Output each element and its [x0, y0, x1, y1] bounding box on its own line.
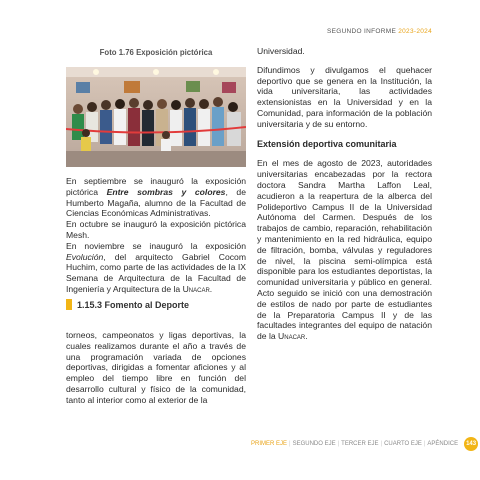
university-abbrev: Unacar: [278, 331, 306, 342]
text-fragment: En noviembre se inauguró la exposición: [66, 240, 246, 251]
paragraph-continuation: Universidad.: [257, 46, 305, 56]
paragraph-deporte: torneos, campeonatos y ligas deportivas, la cuales realizamos durante el año a través de una programación variada de opciones deportivas, dirigidas a fomentar aficiones y al empleo del tiempo libre en función del desarrollo cultural y físico de la comunidad, tanto al interior como al exterior de la: [66, 330, 246, 405]
footer-item-segundo-eje[interactable]: SEGUNDO EJE: [292, 441, 336, 447]
section-heading: [66, 299, 246, 310]
footer-separator: |: [289, 441, 291, 447]
header-label: SEGUNDO INFORME: [326, 28, 397, 35]
exhibit-title: Evolución: [66, 251, 104, 262]
footer-separator: |: [337, 441, 340, 447]
event-photo: [66, 67, 246, 167]
right-column-text: [257, 46, 432, 342]
text-fragment: .: [305, 331, 308, 342]
text-fragment: .: [209, 283, 213, 294]
exhibit-title: Entre sombras y colores: [106, 186, 226, 197]
running-header: [327, 28, 432, 35]
footer-nav: [251, 437, 478, 451]
footer-separator: |: [380, 441, 383, 447]
text-fragment: En septiembre se inauguró la exposición pictórica: [66, 176, 246, 197]
paragraph-november: [66, 241, 246, 295]
footer-item-cuarto-eje[interactable]: CUARTO EJE: [384, 441, 422, 447]
university-abbrev: Unacar: [182, 283, 210, 294]
section-title: 1.15.3 Fomento al Deporte: [77, 299, 190, 310]
left-bottom-text: [66, 330, 246, 406]
text-fragment: , del arquitecto Gabriel Cocom Huchim, como parte de las actividades de la IX Semana de Arquitectura de la Facultad de Ingeniería y Arquitectura de la: [66, 251, 246, 294]
paragraph-alberca: [257, 158, 432, 342]
left-column-text: [66, 176, 246, 295]
page-number-badge: 143: [464, 437, 478, 451]
header-year: 2023-2024: [398, 28, 432, 35]
footer-separator: |: [423, 441, 426, 447]
paragraph-october: En octubre se inauguró la exposición pictórica Mesh.: [66, 219, 246, 240]
paragraph-difusion: Difundimos y divulgamos el quehacer deportivo que se genera en la Institución, la vida universitaria, las actividades extensionistas en la Universidad y en la Comunidad, para información de la población universitaria y de su entorno.: [257, 64, 432, 129]
section-marker-icon: [66, 299, 72, 310]
text-fragment: En el mes de agosto de 2023, autoridades universitarias encabezadas por la rectora doctora Sandra Martha Laffon Leal, acudieron a la reapertura de la alberca del Polideportivo Campus II de la Universidad Autónoma del Carmen. Después de los trabajos de cambio, reparación, rehabilitación y mantenimiento en la red hidráulica, equipo de filtración, bomba, válvulas y reguladores de nivel, la piscina semi-olímpica está disponible para los estudiantes deportistas, la comunidad universitaria y público en general. Acto seguido se inició con una demostración de estilos de nado por parte de estudiantes de la Preparatoria Campus II y de las facultades integrantes del equipo de natación de la: [257, 158, 432, 342]
paragraph-september: [66, 176, 246, 219]
footer-item-tercer-eje[interactable]: TERCER EJE: [341, 441, 379, 447]
figure-caption: Foto 1.76 Exposición pictórica: [99, 48, 213, 57]
subheading: Extensión deportiva comunitaria: [257, 138, 397, 149]
text-fragment: , de Humberto Magaña, alumno de la Facultad de Ciencias Económicas Administrativas.: [66, 186, 246, 219]
footer-item-apendice[interactable]: APÉNDICE: [427, 441, 459, 447]
footer-item-primer-eje[interactable]: PRIMER EJE: [251, 441, 288, 447]
photo-illustration: [66, 67, 246, 167]
